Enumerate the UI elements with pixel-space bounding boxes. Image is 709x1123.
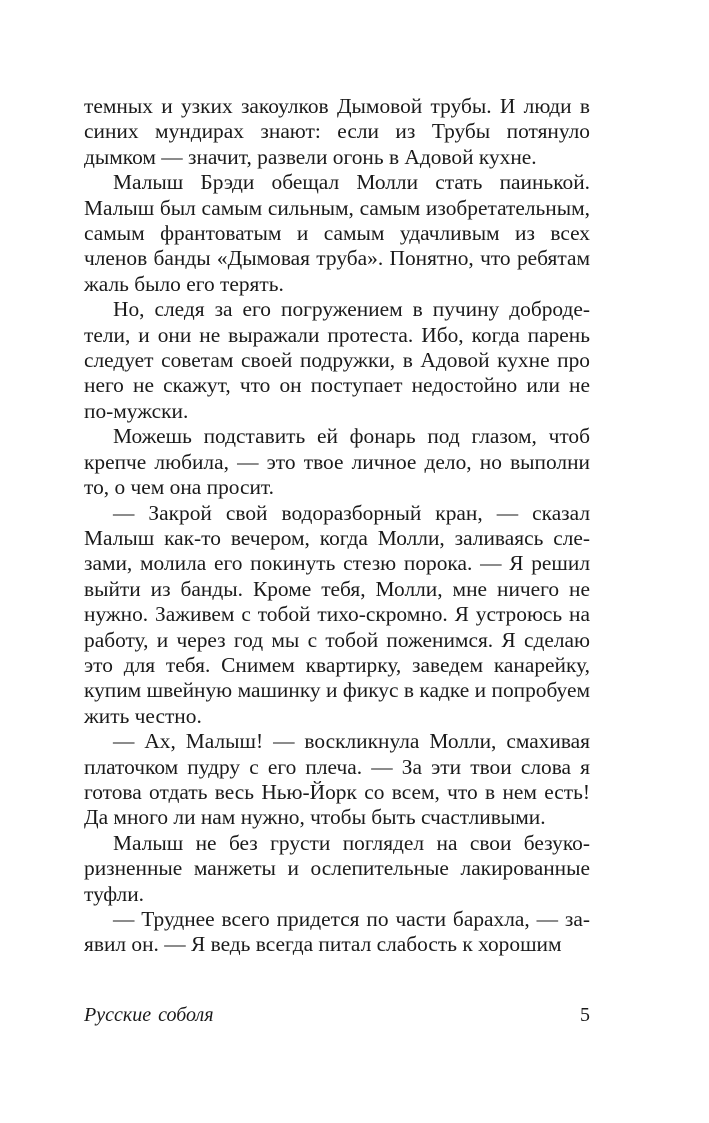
page-number: 5	[580, 1004, 590, 1026]
paragraph: темных и узких закоулков Дымовой трубы. И люди в синих мундирах знают: если из Трубы потянуло дымком — значит, развели огонь в Адовой кухне.	[84, 94, 590, 169]
paragraph: — Труднее всего придется по части барахла, — заявил он. — Я ведь всегда питал слабость к хорошим	[84, 907, 590, 957]
paragraph: Малыш не без грусти поглядел на свои безукоризненные манжеты и ослепительные лакированные туфли.	[84, 830, 590, 906]
paragraph: — Закрой свой водоразборный кран, — сказал Малыш как-то вечером, когда Молли, заливаясь слезами, молила его покинуть стезю порока. — Я решил выйти из банды. Кроме тебя, Молли, мне ничего не нужно. Заживем с тобой тихо-скромно. Я устроюсь на работу, и через год мы с тобой поженимся. Я сделаю это для тебя. Снимем квартирку, заведем канарейку, купим швейную машинку и фикус в кадке и попробуем жить честно.	[84, 500, 590, 728]
paragraph: Но, следя за его погружением в пучину добродетели, и они не выражали протеста. Ибо, когда парень следует советам своей подружки, в Адовой кухне про него не скажут, что он поступает недостойно или не по-мужски.	[84, 297, 590, 423]
paragraph: — Ах, Малыш! — воскликнула Молли, смахивая платочком пудру с его плеча. — За эти твои слова я готова отдать весь Нью-Йорк со всем, что в нем есть! Да много ли нам нужно, чтобы быть счастливыми.	[84, 729, 590, 830]
paragraph: Малыш Брэди обещал Молли стать паинькой. Малыш был самым сильным, самым изобретательным, самым франтоватым и самым удачливым из всех членов банды «Дымовая труба». Понятно, что ребятам жаль было его терять.	[84, 170, 590, 296]
paragraph: Можешь подставить ей фонарь под глазом, чтоб крепче любила, — это твое личное дело, но выполни то, о чем она просит.	[84, 424, 590, 500]
running-footer-title: Русские соболя	[84, 1004, 214, 1026]
body-text	[84, 94, 590, 958]
